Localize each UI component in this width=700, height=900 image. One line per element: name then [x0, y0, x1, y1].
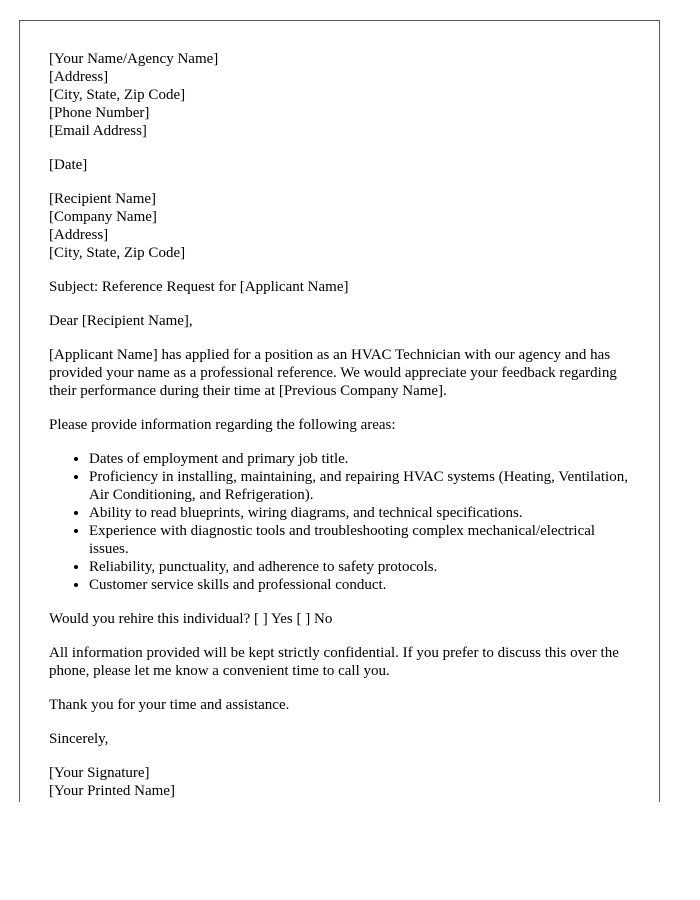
- letter-content: [49, 50, 634, 816]
- signature-line: [Your Signature]: [49, 765, 150, 781]
- recipient-name: [Recipient Name]: [49, 191, 157, 207]
- sender-city-state-zip: [City, State, Zip Code]: [49, 87, 186, 103]
- letter-date: [Date]: [49, 157, 88, 173]
- signature-block: [49, 764, 634, 800]
- closing-line: Sincerely,: [49, 731, 109, 747]
- areas-list: [49, 450, 634, 594]
- printed-name-line: [Your Printed Name]: [49, 783, 175, 799]
- list-item: • Reliability, punctuality, and adherence to safety protocols.: [89, 558, 634, 576]
- sender-phone: [Phone Number]: [49, 105, 150, 121]
- recipient-block: [49, 190, 634, 262]
- list-item: • Customer service skills and professional conduct.: [89, 576, 634, 594]
- areas-intro: Please provide information regarding the following areas:: [49, 417, 396, 433]
- recipient-city-state-zip: [City, State, Zip Code]: [49, 245, 186, 261]
- rehire-question: Would you rehire this individual? [ ] Yes [ ] No: [49, 611, 333, 627]
- list-item: • Ability to read blueprints, wiring diagrams, and technical specifications.: [89, 504, 634, 522]
- list-item: • Proficiency in installing, maintaining, and repairing HVAC systems (Heating, Ventilation, Air Conditioning, and Refrigeration).: [89, 468, 634, 504]
- sender-name: [Your Name/Agency Name]: [49, 51, 219, 67]
- recipient-address: [Address]: [49, 227, 109, 243]
- intro-paragraph: [Applicant Name] has applied for a position as an HVAC Technician with our agency and has provided your name as a professional reference. We would appreciate your feedback regarding their performance during their time at [Previous Company Name].: [49, 347, 617, 399]
- confidentiality-paragraph: All information provided will be kept strictly confidential. If you prefer to discuss this over the phone, please let me know a convenient time to call you.: [49, 645, 619, 679]
- list-item: • Dates of employment and primary job title.: [89, 450, 634, 468]
- recipient-company: [Company Name]: [49, 209, 157, 225]
- sender-email: [Email Address]: [49, 123, 147, 139]
- thanks-line: Thank you for your time and assistance.: [49, 697, 290, 713]
- list-item: • Experience with diagnostic tools and troubleshooting complex mechanical/electrical issues.: [89, 522, 634, 558]
- subject-line: Subject: Reference Request for [Applicant Name]: [49, 279, 349, 295]
- sender-address: [Address]: [49, 69, 109, 85]
- salutation: Dear [Recipient Name],: [49, 313, 193, 329]
- letter-page: [19, 20, 660, 802]
- sender-block: [49, 50, 634, 140]
